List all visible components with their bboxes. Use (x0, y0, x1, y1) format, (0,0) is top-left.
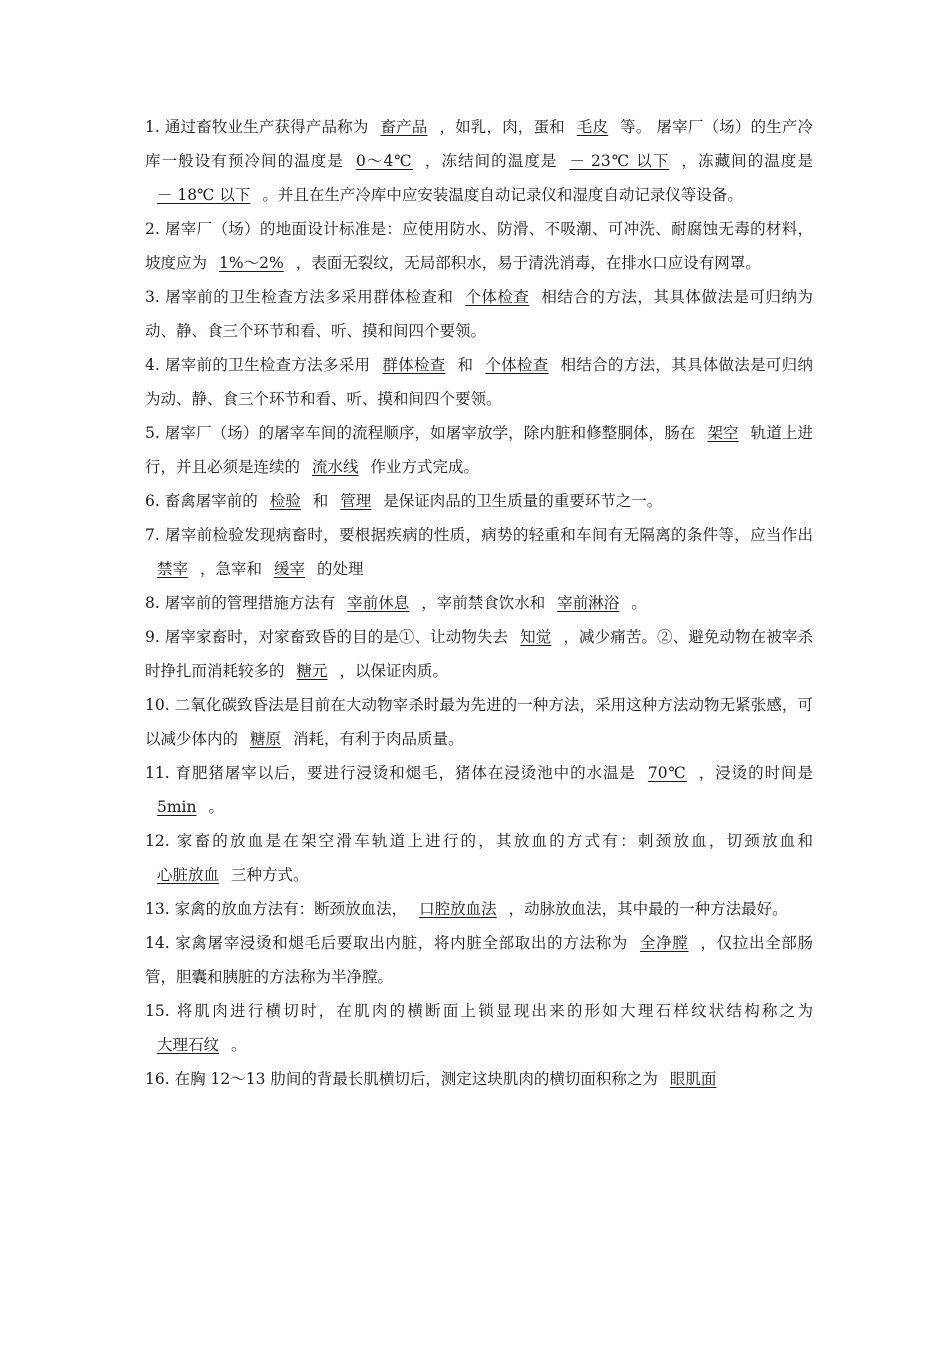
answer-blank: 架空 (707, 424, 739, 442)
question-item (145, 586, 813, 620)
question-text: ，如乳，肉，蛋和 (439, 118, 565, 136)
answer-blank: 禁宰 (157, 560, 189, 578)
answer-blank: 群体检查 (382, 356, 446, 374)
question-text: 相结合的方法，其具体做法是可归纳为动、静、食三个环节和看、听、摸和间四个要领。 (145, 356, 813, 408)
answer-blank: 全净膛 (639, 934, 689, 952)
answer-blank: 糖元 (296, 662, 328, 680)
answer-blank: 畜产品 (380, 118, 428, 136)
question-item (145, 518, 813, 586)
question-item (145, 994, 813, 1062)
question-item (145, 212, 813, 280)
question-text: ，冻藏间的温度是 (681, 152, 813, 170)
question-text: 16. 在胸 12～13 肋间的背最长肌横切后，测定这块肌肉的横切面积称之为 (145, 1070, 658, 1088)
question-text: 4. 屠宰前的卫生检查方法多采用 (145, 356, 371, 374)
answer-blank: 0～4℃ (355, 152, 413, 170)
answer-blank: 检验 (269, 492, 301, 510)
question-item (145, 484, 813, 518)
question-item (145, 926, 813, 994)
question-item (145, 756, 813, 824)
question-item (145, 416, 813, 484)
question-text: 消耗，有利于肉品质量。 (293, 730, 464, 748)
answer-blank: 眼肌面 (669, 1070, 717, 1088)
answer-blank: 个体检查 (465, 288, 530, 306)
answer-blank: － 18℃ 以下 (157, 186, 251, 204)
question-item (145, 688, 813, 756)
question-text: 8. 屠宰前的管理措施方法有 (145, 594, 336, 612)
answer-blank: － 23℃ 以下 (569, 152, 670, 170)
question-text: 作业方式完成。 (370, 458, 480, 476)
answer-blank: 口腔放血法 (419, 900, 497, 918)
question-item (145, 824, 813, 892)
question-text: ，表面无裂纹，无局部积水，易于清洗消毒，在排水口应设有网罩。 (295, 254, 761, 272)
answer-blank: 宰前休息 (347, 594, 410, 612)
question-text: 5. 屠宰厂（场）的屠宰车间的流程顺序，如屠宰放学，除内脏和修整胴体，肠在 (145, 424, 696, 442)
answer-blank: 大理石纹 (157, 1036, 220, 1054)
document-page (145, 110, 813, 1096)
question-text: 。 (231, 1036, 247, 1054)
answer-blank: 5min (157, 798, 197, 816)
question-text: ，冻结间的温度是 (424, 152, 558, 170)
question-text: 和 (312, 492, 329, 510)
question-item (145, 110, 813, 212)
answer-blank: 个体检查 (485, 356, 549, 374)
answer-blank: 宰前淋浴 (557, 594, 620, 612)
question-text: 三种方式。 (231, 866, 309, 884)
answer-blank: 糖原 (250, 730, 282, 748)
question-text: 12. 家畜的放血是在架空滑车轨道上进行的，其放血的方式有：刺颈放血，切颈放血和 (145, 832, 813, 850)
question-text: 3. 屠宰前的卫生检查方法多采用群体检查和 (145, 288, 454, 306)
answer-blank: 知觉 (520, 628, 552, 646)
question-text: 14. 家禽屠宰浸烫和煺毛后要取出内脏，将内脏全部取出的方法称为 (145, 934, 628, 952)
question-text: 的处理 (317, 560, 364, 578)
question-text: 轨道上进行，并且必须是连续的 (145, 424, 813, 476)
question-text: 13. 家禽的放血方法有：断颈放血法， (145, 900, 408, 918)
question-item (145, 348, 813, 416)
question-item (145, 620, 813, 688)
question-text: 9. 屠宰家畜时，对家畜致昏的目的是①、让动物失去 (145, 628, 509, 646)
question-text: ，急宰和 (200, 560, 263, 578)
answer-blank: 70℃ (647, 764, 687, 782)
question-text: 和 (457, 356, 474, 374)
question-text: ，宰前禁食饮水和 (421, 594, 546, 612)
question-item (145, 280, 813, 348)
answer-blank: 毛皮 (576, 118, 609, 136)
question-text: 。 (631, 594, 647, 612)
answer-blank: 心脏放血 (157, 866, 220, 884)
answer-blank: 流水线 (312, 458, 359, 476)
question-text: 2. 屠宰厂（场）的地面设计标准是：应使用防水、防滑、不吸潮、可冲洗、耐腐蚀无毒的材料，坡度应为 (145, 220, 813, 272)
question-item (145, 892, 813, 926)
answer-blank: 管理 (340, 492, 372, 510)
question-text: 1. 通过畜牧业生产获得产品称为 (145, 118, 369, 136)
question-item (145, 1062, 813, 1096)
question-text: 7. 屠宰前检验发现病畜时，要根据疾病的性质，病势的轻重和车间有无隔离的条件等，应当作出 (145, 526, 813, 544)
question-text: 15. 将肌肉进行横切时，在肌肉的横断面上锁显现出来的形如大理石样纹状结构称之为 (145, 1002, 813, 1020)
question-text: 6. 畜禽屠宰前的 (145, 492, 258, 510)
question-text: 。并且在生产冷库中应安装温度自动记录仪和湿度自动记录仪等设备。 (262, 186, 743, 204)
question-text: ，浸烫的时间是 (698, 764, 813, 782)
question-text: 11. 育肥猪屠宰以后，要进行浸烫和煺毛，猪体在浸烫池中的水温是 (145, 764, 636, 782)
question-text: 等。 屠宰厂（场）的生产冷库一般设有预冷间的温度是 (145, 118, 813, 170)
question-text: 10. 二氧化碳致昏法是目前在大动物宰杀时最为先进的一种方法，采用这种方法动物无紧张感，可以减少体内的 (145, 696, 813, 748)
answer-blank: 缓宰 (274, 560, 306, 578)
question-text: ，减少痛苦。②、避免动物在被宰杀时挣扎而消耗较多的 (145, 628, 813, 680)
question-text: ，动脉放血法，其中最的一种方法最好。 (508, 900, 788, 918)
question-text: 是保证肉品的卫生质量的重要环节之一。 (383, 492, 663, 510)
answer-blank: 1%～2% (219, 254, 284, 272)
question-text: ，以保证肉质。 (339, 662, 449, 680)
question-text: ，仅拉出全部肠管，胆囊和胰脏的方法称为半净膛。 (145, 934, 813, 986)
question-text: 。 (208, 798, 225, 816)
question-text: 相结合的方法，其具体做法是可归纳为动、静、食三个环节和看、听、摸和间四个要领。 (145, 288, 813, 340)
